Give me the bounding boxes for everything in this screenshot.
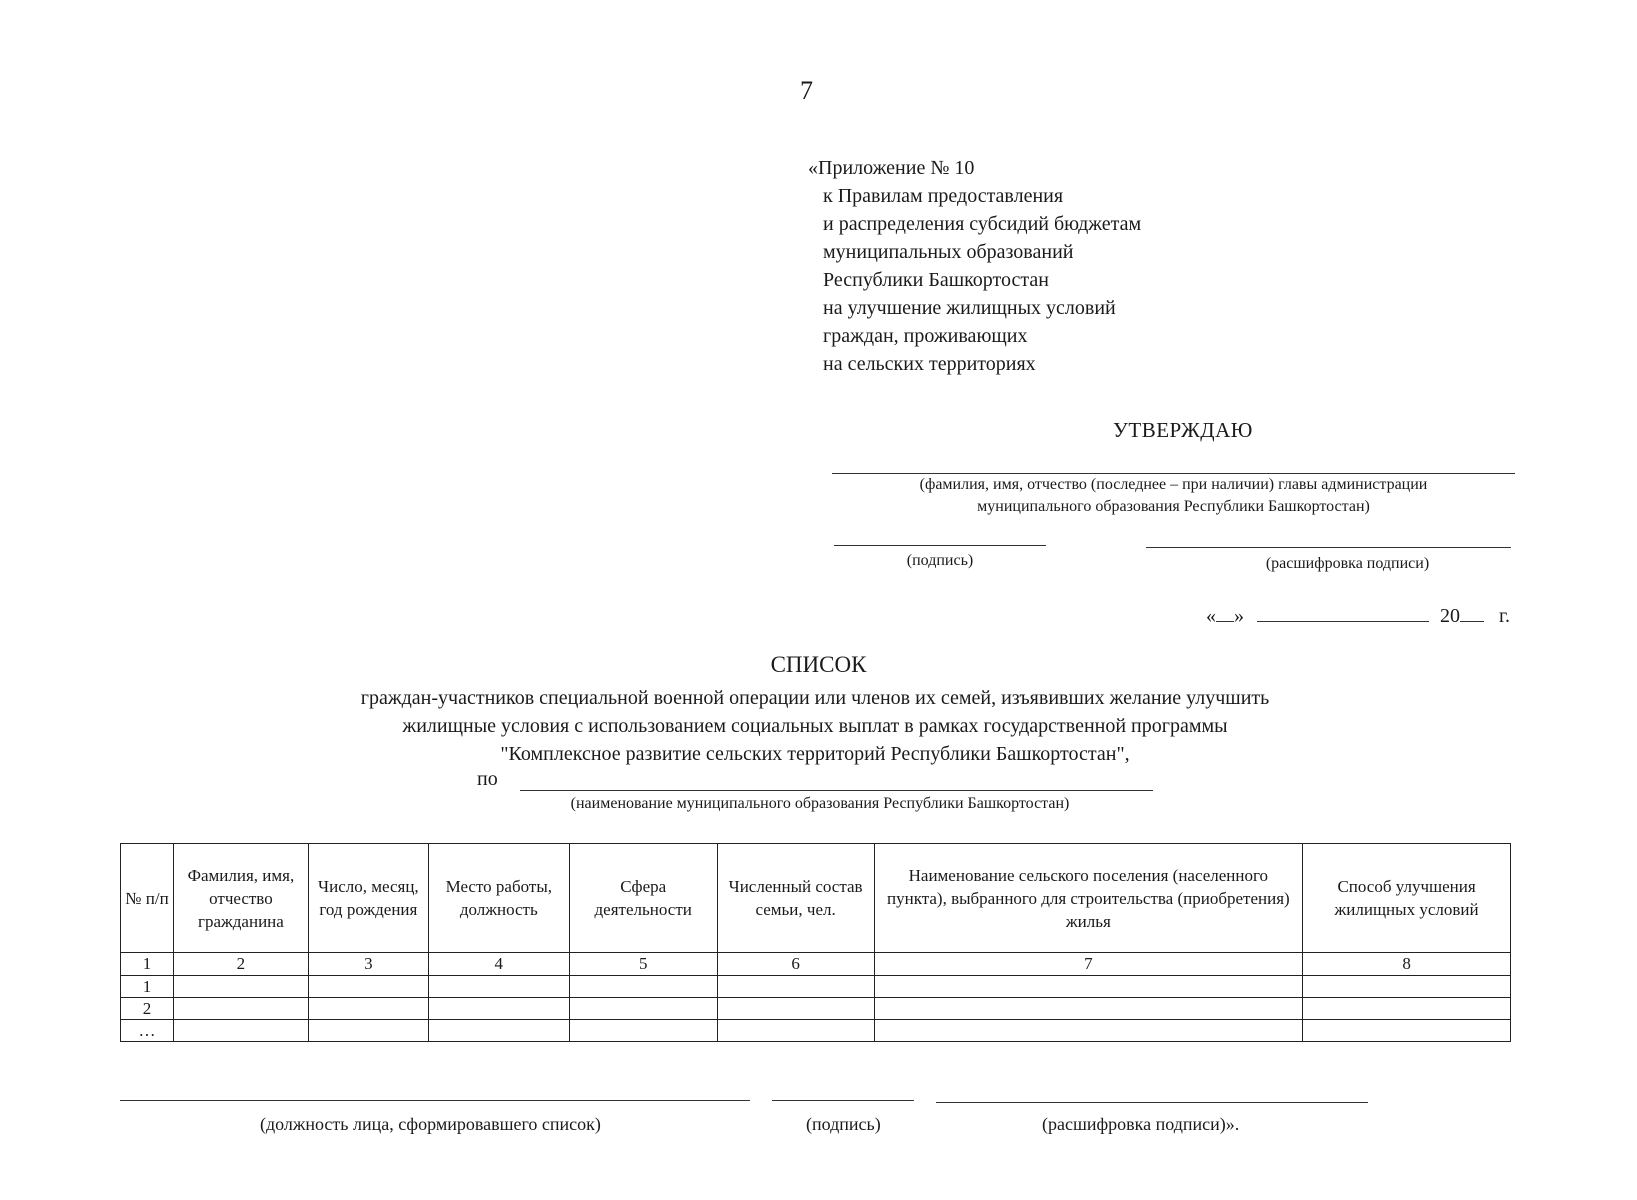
- appendix-line: «Приложение № 10: [808, 157, 975, 179]
- municipality-line: [520, 790, 1153, 791]
- header-sphere: Сфера деятельности: [569, 844, 717, 953]
- empty-cell: [308, 976, 428, 998]
- column-number: 3: [308, 953, 428, 976]
- appendix-line: муниципальных образований: [823, 241, 1074, 263]
- header-improvement-method: Способ улучшения жилищных условий: [1303, 844, 1511, 953]
- column-number: 6: [717, 953, 874, 976]
- empty-cell: [1303, 976, 1511, 998]
- appendix-line: и распределения субсидий бюджетам: [823, 213, 1142, 235]
- empty-cell: [173, 998, 308, 1020]
- column-number: 5: [569, 953, 717, 976]
- page-number: 7: [800, 76, 813, 105]
- year-blank: [1460, 603, 1484, 622]
- empty-cell: [874, 976, 1303, 998]
- appendix-line: на сельских территориях: [823, 353, 1036, 375]
- list-title: СПИСОК: [770, 652, 867, 677]
- empty-cell: [1303, 1020, 1511, 1042]
- empty-cell: [428, 976, 569, 998]
- approval-title: УТВЕРЖДАЮ: [1113, 418, 1253, 442]
- appendix-line: к Правилам предоставления: [823, 185, 1064, 207]
- empty-cell: [428, 1020, 569, 1042]
- date-open-quote: «: [1206, 605, 1216, 627]
- empty-cell: [569, 976, 717, 998]
- po-label: по: [477, 768, 498, 790]
- appendix-line: на улучшение жилищных условий: [823, 297, 1116, 319]
- empty-cell: [874, 998, 1303, 1020]
- month-blank: [1257, 603, 1429, 622]
- list-subtitle-line-3: "Комплексное развитие сельских территорий Республики Башкортостан",: [500, 743, 1130, 765]
- table-row: [121, 1020, 1511, 1042]
- head-name-caption: [832, 474, 1515, 518]
- column-number: 7: [874, 953, 1303, 976]
- header-workplace: Место работы, должность: [428, 844, 569, 953]
- empty-cell: [308, 998, 428, 1020]
- footer-decoding-caption: (расшифровка подписи)».: [1042, 1114, 1240, 1134]
- empty-cell: [717, 998, 874, 1020]
- header-birth-date: Число, месяц, год рождения: [308, 844, 428, 953]
- appendix-line: граждан, проживающих: [823, 325, 1028, 347]
- empty-cell: [428, 998, 569, 1020]
- column-number: 8: [1303, 953, 1511, 976]
- empty-cell: [173, 1020, 308, 1042]
- appendix-line: Республики Башкортостан: [823, 269, 1049, 291]
- empty-cell: [1303, 998, 1511, 1020]
- position-line: [120, 1100, 750, 1101]
- day-blank: [1216, 603, 1234, 622]
- municipality-caption: (наименование муниципального образования Республики Башкортостан): [570, 795, 1070, 812]
- year-suffix: г.: [1499, 605, 1510, 627]
- position-caption: (должность лица, сформировавшего список): [260, 1114, 601, 1134]
- column-number: 2: [173, 953, 308, 976]
- decoding-caption: (расшифровка подписи): [1265, 555, 1430, 572]
- date-close-quote: »: [1234, 605, 1244, 627]
- header-settlement: Наименование сельского поселения (населенного пункта), выбранного для строительства (приобретения) жилья: [874, 844, 1303, 953]
- list-subtitle-line-1: граждан-участников специальной военной операции или членов их семей, изъявивших желание улучшить: [360, 687, 1270, 709]
- column-number-row: [121, 953, 1511, 976]
- header-family-size: Численный состав семьи, чел.: [717, 844, 874, 953]
- signature-line: [834, 545, 1046, 546]
- footer-signature-caption: (подпись): [806, 1114, 881, 1134]
- empty-cell: [717, 1020, 874, 1042]
- signature-caption: (подпись): [906, 552, 974, 569]
- row-number: 1: [121, 976, 174, 998]
- header-number: № п/п: [121, 844, 174, 953]
- approval-date: [1206, 603, 1510, 628]
- empty-cell: [874, 1020, 1303, 1042]
- table-row: [121, 998, 1511, 1020]
- head-caption-line-1: (фамилия, имя, отчество (последнее – при наличии) главы администрации: [919, 476, 1428, 493]
- empty-cell: [173, 976, 308, 998]
- column-number: 1: [121, 953, 174, 976]
- header-full-name: Фамилия, имя, отчество гражданина: [173, 844, 308, 953]
- year-prefix: 20: [1440, 605, 1460, 627]
- column-number: 4: [428, 953, 569, 976]
- decoding-line: [1146, 547, 1511, 548]
- row-number: …: [121, 1020, 174, 1042]
- empty-cell: [569, 998, 717, 1020]
- row-number: 2: [121, 998, 174, 1020]
- footer-decoding-line: [936, 1102, 1368, 1103]
- appendix-header: [808, 154, 1141, 378]
- empty-cell: [569, 1020, 717, 1042]
- head-caption-line-2: муниципального образования Республики Башкортостан): [977, 498, 1370, 515]
- empty-cell: [717, 976, 874, 998]
- footer-signature-line: [772, 1100, 914, 1101]
- empty-cell: [308, 1020, 428, 1042]
- table-row: [121, 976, 1511, 998]
- table-header-row: [121, 844, 1511, 953]
- citizens-table: [120, 843, 1511, 1042]
- list-subtitle: [260, 684, 1370, 768]
- list-subtitle-line-2: жилищные условия с использованием социальных выплат в рамках государственной программы: [402, 715, 1228, 737]
